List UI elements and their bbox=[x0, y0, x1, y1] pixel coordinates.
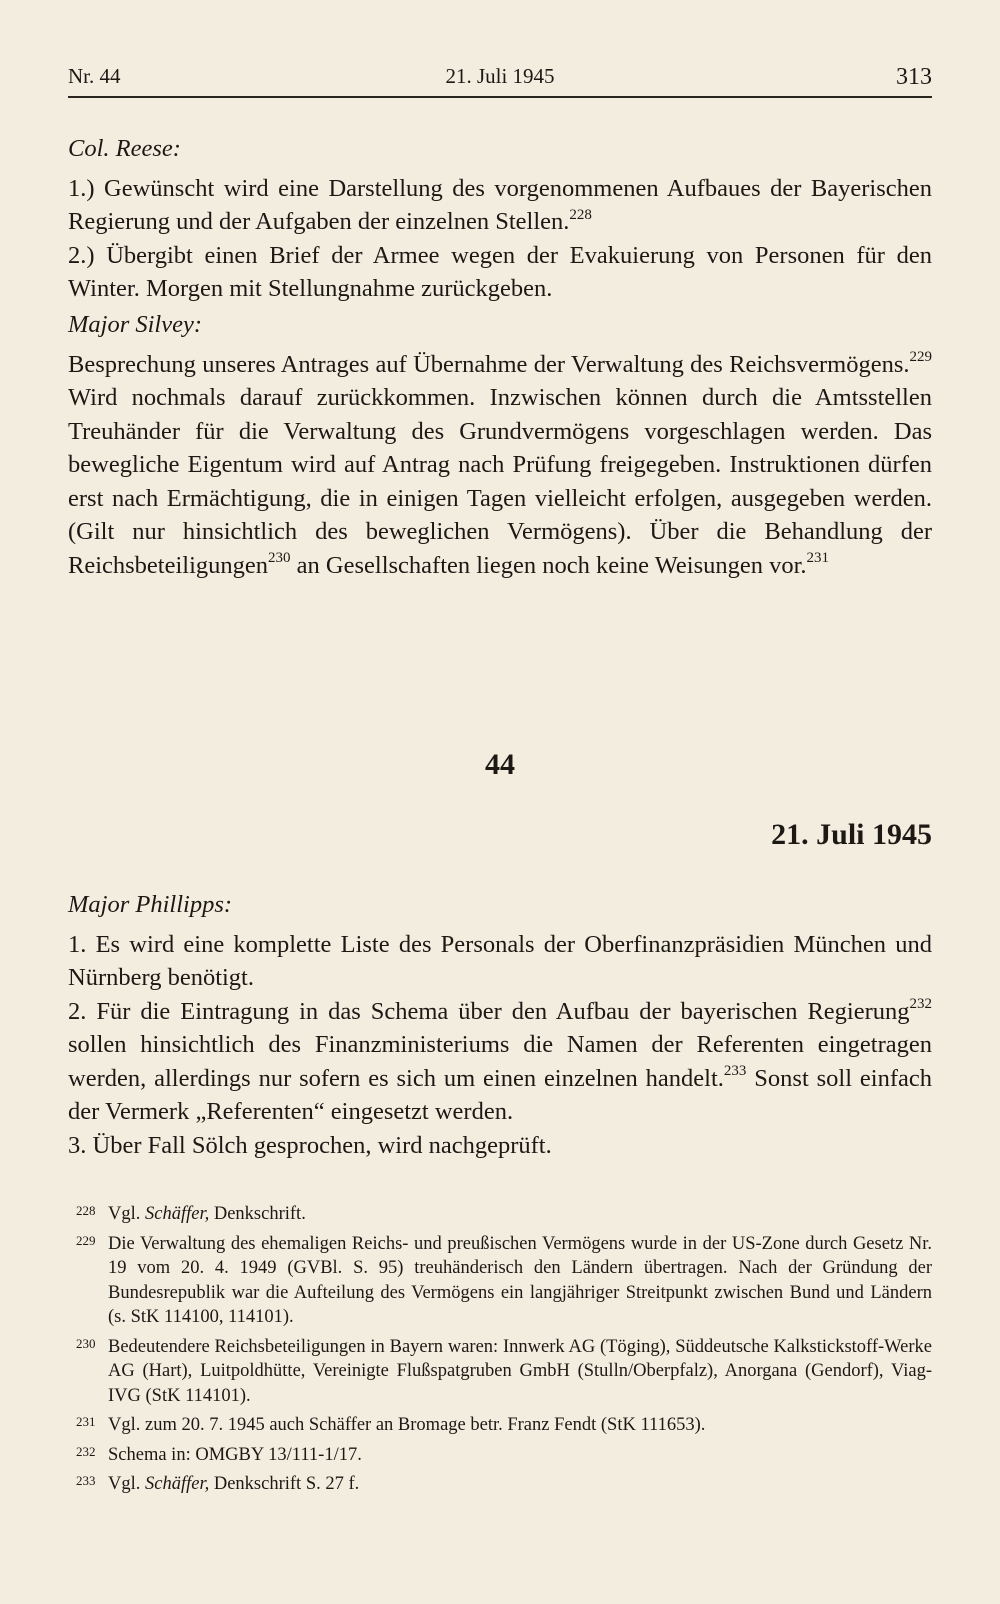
footnote-ref: 231 bbox=[806, 550, 830, 567]
footnote-ref: 230 bbox=[268, 550, 291, 567]
footnote: 229 Die Verwaltung des ehemaligen Reichs- und preußischen Vermögens wurde in der US-Zone durch Gesetz Nr. 19 vom 20. 4. 1949 (GVBl. S. 95) treuhänderisch den Ländern übertragen. Nach der Gründung der Bundesrepublik war die Aufteilung des Vermögens ein langjähriger Streitpunkt zwischen Bund und Ländern (s. StK 114100, 114101). bbox=[76, 1232, 932, 1327]
footnote-number: 228 bbox=[76, 1203, 96, 1218]
footnote: 231 Vgl. zum 20. 7. 1945 auch Schäffer an Bromage betr. Franz Fendt (StK 111653). bbox=[76, 1414, 706, 1435]
speaker-label: Major Phillipps: bbox=[68, 891, 233, 918]
footnote-ref: 233 bbox=[723, 1063, 747, 1080]
footnotes bbox=[68, 1202, 932, 1502]
footnote: 230 Bedeutendere Reichsbeteiligungen in Bayern waren: Innwerk AG (Töging), Süddeutsche Kalkstickstoff-Werke AG (Hart), Luitpoldhütte, Vereinigte Flußspatgruben GmbH (Stulln/Oberpfalz), Anorgana (Gendorf), Viag-IVG (StK 114101). bbox=[76, 1335, 932, 1406]
running-head bbox=[68, 62, 932, 98]
header-document-number: Nr. 44 bbox=[68, 64, 121, 88]
section-reese bbox=[68, 132, 932, 306]
footnote-ref: 232 bbox=[909, 996, 932, 1013]
footnote-number: 229 bbox=[76, 1232, 96, 1248]
footnote: 232 Schema in: OMGBY 13/111-1/17. bbox=[76, 1443, 362, 1465]
paragraph: 1. Es wird eine komplette Liste des Personals der Oberfinanzpräsidien München und Nürnberg benötigt. bbox=[68, 930, 932, 991]
paragraph: Besprechung unseres Antrages auf Übernahme der Verwaltung des Reichsvermögens.$^{229}$ Wird nochmals darauf zurückkommen. Inzwischen können durch die Amtsstellen Treuhänder für die Verwaltung des Grundvermögens vorgeschlagen werden. Das bewegliche Eigentum wird auf Antrag nach Prüfung freigegeben. Instruktionen dürfen erst nach Ermächtigung, die in einigen Tagen vielleicht erfolgen, ausgegeben werden. (Gilt nur hinsichtlich des beweglichen Vermögens). Über die Behandlung der Reichsbeteiligungen$^{230}$ an Gesellschaften liegen noch keine Weisungen vor.$^{231}$ bbox=[68, 349, 932, 579]
document-date-heading: 21. Juli 1945 bbox=[771, 818, 932, 851]
footnote-ref: 229 bbox=[909, 349, 932, 366]
footnote: 228 Vgl. Schäffer, Denkschrift. bbox=[76, 1203, 306, 1224]
section-silvey bbox=[68, 308, 932, 582]
paragraph: 2. Für die Eintragung in das Schema über den Aufbau der bayerischen Regierung$^{232}$ sollen hinsichtlich des Finanzministeriums die Namen der Referenten eingetragen werden, allerdings nur sofern es sich um einen einzelnen handelt.$^{233}$ Sonst soll einfach der Vermerk „Referenten“ eingesetzt werden. bbox=[68, 996, 932, 1125]
footnote-number: 232 bbox=[76, 1443, 96, 1459]
paragraph: 3. Über Fall Sölch gesprochen, wird nachgeprüft. bbox=[68, 1131, 552, 1159]
page-number: 313 bbox=[896, 64, 932, 90]
paragraph: 1.) Gewünscht wird eine Darstellung des vorgenommenen Aufbaues der Bayerischen Regierung und der Aufgaben der einzelnen Stellen.$^{228}$ bbox=[68, 174, 932, 235]
paragraph: 2.) Übergibt einen Brief der Armee wegen der Evakuierung von Personen für den Winter. Morgen mit Stellungnahme zurückgeben. bbox=[68, 241, 932, 302]
footnote: 233 Vgl. Schäffer, Denkschrift S. 27 f. bbox=[76, 1473, 360, 1494]
section-phillipps bbox=[68, 888, 932, 1162]
header-date: 21. Juli 1945 bbox=[445, 64, 555, 88]
speaker-label: Major Silvey: bbox=[68, 311, 203, 338]
footnote-number: 231 bbox=[76, 1414, 96, 1429]
document-number-heading: 44 bbox=[485, 748, 515, 781]
footnote-number: 233 bbox=[76, 1473, 96, 1488]
footnote-number: 230 bbox=[76, 1335, 96, 1351]
footnote-ref: 228 bbox=[569, 206, 592, 223]
speaker-label: Col. Reese: bbox=[68, 135, 181, 162]
